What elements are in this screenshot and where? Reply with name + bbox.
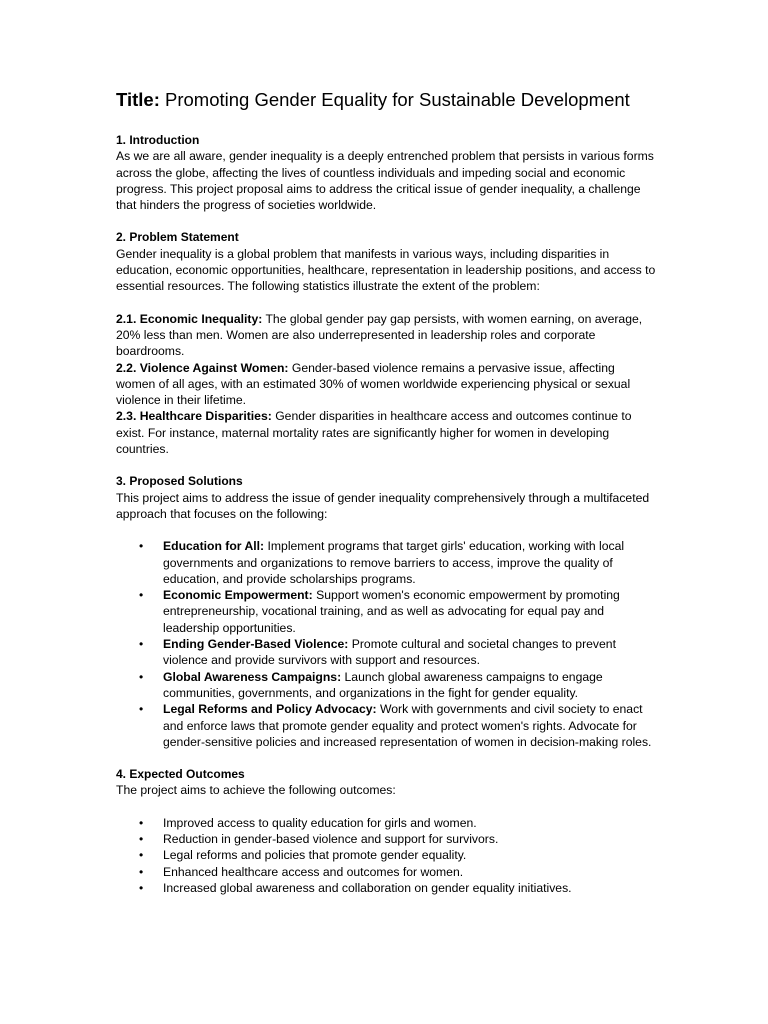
section-body: The project aims to achieve the following outcomes: — [116, 783, 396, 798]
bullet-icon: • — [139, 637, 144, 652]
list-item — [139, 880, 656, 896]
section-heading: 3. Proposed Solutions — [116, 474, 243, 489]
section-introduction — [116, 132, 656, 213]
list-item-text: Support women's economic empowerment by promoting entrepreneurship, vocational training, and as well as advocating for equal pay and leadership opportunities. — [163, 588, 620, 635]
list-item-text: Launch global awareness campaigns to engage communities, governments, and organizations in the fight for gender equality. — [163, 669, 603, 700]
subsection-label: 2.1. Economic Inequality: — [116, 311, 263, 326]
section-heading: 4. Expected Outcomes — [116, 767, 245, 782]
bullet-icon: • — [139, 831, 144, 846]
list-item-text: Promote cultural and societal changes to prevent violence and provide survivors with support and resources. — [163, 637, 616, 668]
outcomes-list — [116, 815, 656, 896]
list-item-text: Work with governments and civil society to enact and enforce laws that promote gender equality and protect women's rights. Advocate for gender-sensitive policies and increased representation of women in decision-making roles. — [163, 702, 652, 749]
subsection-violence-against-women — [116, 360, 656, 409]
section-proposed-solutions — [116, 473, 656, 750]
list-item-text: Implement programs that target girls' education, working with local governments and organizations to remove barriers to access, improve the quality of education, and provide scholarships programs. — [163, 539, 625, 586]
list-item — [139, 587, 656, 636]
section-body: This project aims to address the issue of gender inequality comprehensively through a multifaceted approach that focuses on the following: — [116, 490, 650, 521]
list-item — [139, 669, 656, 702]
list-item — [139, 815, 656, 831]
list-item — [139, 538, 656, 587]
bullet-icon: • — [139, 539, 144, 554]
section-body: Gender inequality is a global problem that manifests in various ways, including disparities in education, economic opportunities, healthcare, representation in leadership positions, and access to essential resources. The following statistics illustrate the extent of the problem: — [116, 246, 656, 294]
subsection-economic-inequality — [116, 311, 656, 360]
list-item-text: Legal reforms and policies that promote gender equality. — [163, 848, 467, 863]
bullet-icon: • — [139, 880, 144, 895]
section-problem-statement — [116, 229, 656, 457]
subsection-healthcare-disparities — [116, 408, 656, 457]
solutions-list — [116, 538, 656, 750]
bullet-icon: • — [139, 815, 144, 830]
bullet-icon: • — [139, 848, 144, 863]
list-item-label: Global Awareness Campaigns: — [163, 669, 342, 684]
list-item-text: Reduction in gender-based violence and support for survivors. — [163, 831, 499, 846]
list-item-text: Enhanced healthcare access and outcomes for women. — [163, 864, 464, 879]
document-title — [116, 88, 656, 112]
subsection-text: Gender-based violence remains a pervasive issue, affecting women of all ages, with an estimated 30% of women worldwide experiencing physical or sexual violence in their lifetime. — [116, 360, 631, 408]
subsection-label: 2.2. Violence Against Women: — [116, 360, 289, 375]
list-item-label: Ending Gender-Based Violence: — [163, 637, 349, 652]
list-item — [139, 701, 656, 750]
subsection-text: The global gender pay gap persists, with women earning, on average, 20% less than men. Women are also underrepresented in leadership roles and corporate boardrooms. — [116, 311, 643, 359]
list-item-text: Improved access to quality education for girls and women. — [163, 815, 477, 830]
list-item-label: Economic Empowerment: — [163, 588, 313, 603]
list-item — [139, 864, 656, 880]
list-item — [139, 831, 656, 847]
bullet-icon: • — [139, 669, 144, 684]
title-text: Promoting Gender Equality for Sustainable Development — [165, 89, 630, 110]
subsection-label: 2.3. Healthcare Disparities: — [116, 409, 272, 424]
bullet-icon: • — [139, 702, 144, 717]
document-page — [116, 88, 656, 912]
list-item-label: Education for All: — [163, 539, 265, 554]
section-heading: 1. Introduction — [116, 133, 200, 147]
list-item — [139, 636, 656, 669]
title-label: Title: — [116, 89, 160, 110]
section-expected-outcomes — [116, 766, 656, 896]
list-item-text: Increased global awareness and collaboration on gender equality initiatives. — [163, 880, 572, 895]
bullet-icon: • — [139, 588, 144, 603]
list-item-label: Legal Reforms and Policy Advocacy: — [163, 702, 377, 717]
bullet-icon: • — [139, 864, 144, 879]
section-heading: 2. Problem Statement — [116, 230, 239, 245]
section-body: As we are all aware, gender inequality is a deeply entrenched problem that persists in various forms across the globe, affecting the lives of countless individuals and impeding social and economic progress. This project proposal aims to address the critical issue of gender inequality, a challenge that hinders the progress of societies worldwide. — [116, 149, 654, 213]
problem-subsections — [116, 311, 656, 458]
subsection-text: Gender disparities in healthcare access and outcomes continue to exist. For instance, maternal mortality rates are significantly higher for women in developing countries. — [116, 409, 632, 457]
list-item — [139, 847, 656, 863]
